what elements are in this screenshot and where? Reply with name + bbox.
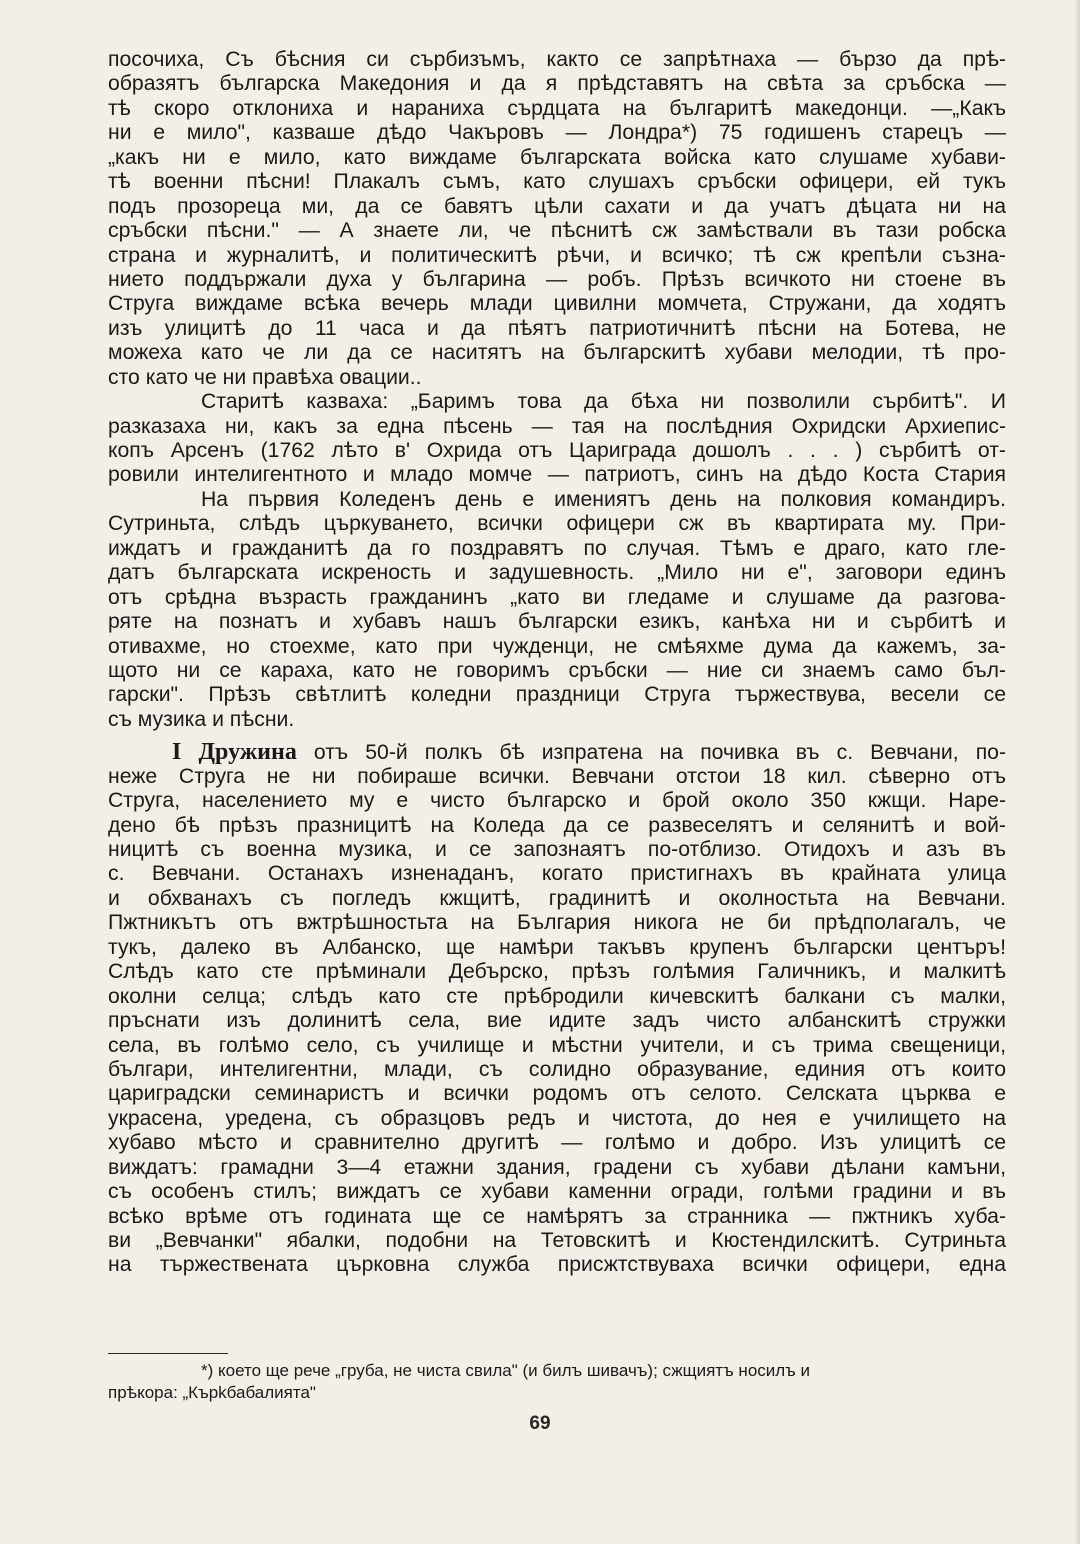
text-line: хубаво мѣсто и сравнително другитѣ — голѣмо и добро. Изъ улицитѣ се [108, 1131, 1006, 1155]
scan-edge-shadow [1074, 0, 1080, 1544]
text-line: българи, интелигентни, млади, съ солидно образувание, единия отъ които [108, 1057, 1006, 1081]
text-line: отивахме, но стоехме, като при чужденци, не смѣяхме дума да кажемъ, за- [108, 634, 1006, 658]
text-line: всѣко врѣме отъ годината ще се намѣрятъ за странника — пжтникъ хуба- [108, 1204, 1006, 1228]
text-line: и обхванахъ съ погледъ кжщитѣ, градинитѣ и околностьта на Вевчани. [108, 886, 1006, 910]
text-line: гарски". Прѣзъ свѣтлитѣ коледни праздници Струга тържествува, весели се [108, 683, 1006, 707]
text-line: изъ улицитѣ до 11 часа и да пѣятъ патриотичнитѣ пѣсни на Ботева, не [108, 316, 1006, 340]
text-line: Сутриньта, слѣдъ църкуването, всички офицери сж въ квартирата му. При- [108, 512, 1006, 536]
text-line: отъ срѣдна възрасть гражданинъ „като ви гледаме и слушаме да разгова- [108, 585, 1006, 609]
paragraph-gap [108, 732, 1006, 740]
text-line: цариградски семинаристъ и всички родомъ отъ селото. Селската църква е [108, 1082, 1006, 1106]
text-line: копъ Арсенъ (1762 лѣто в' Охрида отъ Цариграда дошолъ . . . ) сърбитѣ от- [108, 439, 1006, 462]
text-line: с. Вевчани. Останахъ изненаданъ, когато пристигнахъ въ крайната улица [108, 862, 1006, 886]
text-line: ницитѣ съ военна музика, и се запознаятъ по-отблизо. Отидохъ и азъ въ [108, 838, 1006, 861]
text-line: села, въ голѣмо село, съ училище и мѣстни учители, и съ трима свещеници, [108, 1033, 1006, 1057]
text-line: сръбски пѣсни." — А знаете ли, че пѣснитѣ сж замѣствали въ тази робска [108, 219, 1006, 243]
text-line: можеха като че ли да се наситятъ на българскитѣ хубави мелодии, тѣ про- [108, 341, 1006, 365]
text-line: Слѣдъ като сте прѣминали Дебърско, прѣзъ голѣмия Галичникъ, и малкитѣ [108, 960, 1006, 984]
section-line [108, 740, 1006, 764]
text-line: ни е мило", казваше дѣдо Чакъровъ — Лондра*) 75 годишенъ старецъ — [108, 121, 1006, 145]
text-line: съ особенъ стилъ; виждатъ се хубави каменни огради, голѣми градини и въ [108, 1180, 1006, 1204]
text-line: ви „Вевчанки" ябалки, подобни на Тетовскитѣ и Кюстендилскитѣ. Сутриньта [108, 1229, 1006, 1252]
text-line: на тържествената църковна служба присжтствуваха всички офицери, една [108, 1253, 1006, 1277]
text-line: щото ни се караха, като не говоримъ сръбски — ние си знаемъ само бъл- [108, 658, 1006, 682]
text-line: разказаха ни, какъ за една пѣсень — тая на послѣдния Охридски Архиепис- [108, 414, 1006, 438]
text-line: иждатъ и гражданитѣ да го поздравятъ по случая. Тѣмъ е драго, като гле- [108, 536, 1006, 560]
text-line: украсена, уредена, съ образцовъ редъ и чистота, до нея е училището на [108, 1106, 1006, 1130]
footnote-line: прѣкора: „Кърkбабалията" [108, 1383, 316, 1402]
text-line: неже Струга не ни побираше всички. Вевчани отстои 18 кил. сѣверно отъ [108, 764, 1006, 788]
text-line: отъ 50-й полкъ бѣ изпратена на почивка въ с. Вевчани, по- [313, 741, 1006, 765]
body-text [108, 48, 1006, 1278]
text-line: страна и журналитѣ, и политическитѣ рѣчи, и всичко; тѣ сж крепѣли съзна- [108, 243, 1006, 267]
text-line: Струга, населението му е чисто българско и брой около 350 кжщи. Наре- [108, 789, 1006, 813]
text-line: тѣ скоро отклониха и нараниха сърдцата на българитѣ македонци. —„Какъ [108, 96, 1006, 120]
text-line: нието поддържали духа у българина — робъ. Прѣзъ всичкото ни стоене въ [108, 267, 1006, 291]
footnote-line: *) което ще рече „груба, не чиста свила" (и билъ шивачъ); сжщиятъ носилъ и [201, 1361, 811, 1380]
text-line: дено бѣ прѣзъ празницитѣ на Коледа да се развеселятъ и селянитѣ и вой- [108, 813, 1006, 837]
section-lead: I Дружина [172, 740, 297, 765]
text-line: тѣ военни пѣсни! Плакалъ съмъ, като слушахъ сръбски офицери, ей тукъ [108, 170, 1006, 194]
text-line: ряте на познатъ и хубавъ нашъ български езикъ, канѣха ни и сърбитѣ и [108, 610, 1006, 634]
text-line: образятъ българска Македония и да я прѣдставятъ на свѣта за сръбска — [108, 72, 1006, 96]
text-line: околни селца; слѣдъ като сте прѣбродили кичевскитѣ балкани съ малки, [108, 984, 1006, 1008]
footnote [108, 1360, 1006, 1404]
text-line: На първия Коледенъ день е имениятъ день на полковия командиръ. [201, 487, 1006, 511]
text-line: „какъ ни е мило, като виждаме българската войска като слушаме хубави- [108, 145, 1006, 169]
text-line: датъ българската искреность и задушевность. „Мило ни е", заговори единъ [108, 561, 1006, 585]
text-line: съ музика и пѣсни. [108, 707, 295, 731]
text-line: Старитѣ казваха: „Баримъ това да бѣха ни позволили сърбитѣ". И [201, 390, 1006, 414]
text-line: Пжтникътъ отъ вжтрѣшностьта на България никога не би прѣдполагалъ, че [108, 911, 1006, 935]
page-number: 69 [529, 1413, 551, 1434]
text-line: сто като че ни правѣха овации.. [108, 365, 422, 389]
footnote-divider [108, 1353, 228, 1354]
text-line: тукъ, далеко въ Албанско, ще намѣри такъвъ крупенъ български центъръ! [108, 935, 1006, 959]
text-line: пръснати изъ долинитѣ села, вие идите задъ чисто албанскитѣ стружки [108, 1009, 1006, 1033]
text-line: Струга виждаме всѣка вечерь млади цивилни момчета, Стружани, да ходятъ [108, 292, 1006, 316]
text-line: подъ прозореца ми, да се бавятъ цѣли сахати и да учатъ дѣцата ни на [108, 194, 1006, 218]
text-line: виждатъ: грамадни 3—4 етажни здания, градени съ хубави дѣлани камъни, [108, 1155, 1006, 1179]
text-line: ровили интелигентното и младо момче — патриотъ, синъ на дѣдо Коста Стария [108, 463, 1006, 487]
text-line: посочиха, Съ бѣсния си сърбизъмъ, както се запрѣтнаха — бързо да прѣ- [108, 48, 1006, 71]
